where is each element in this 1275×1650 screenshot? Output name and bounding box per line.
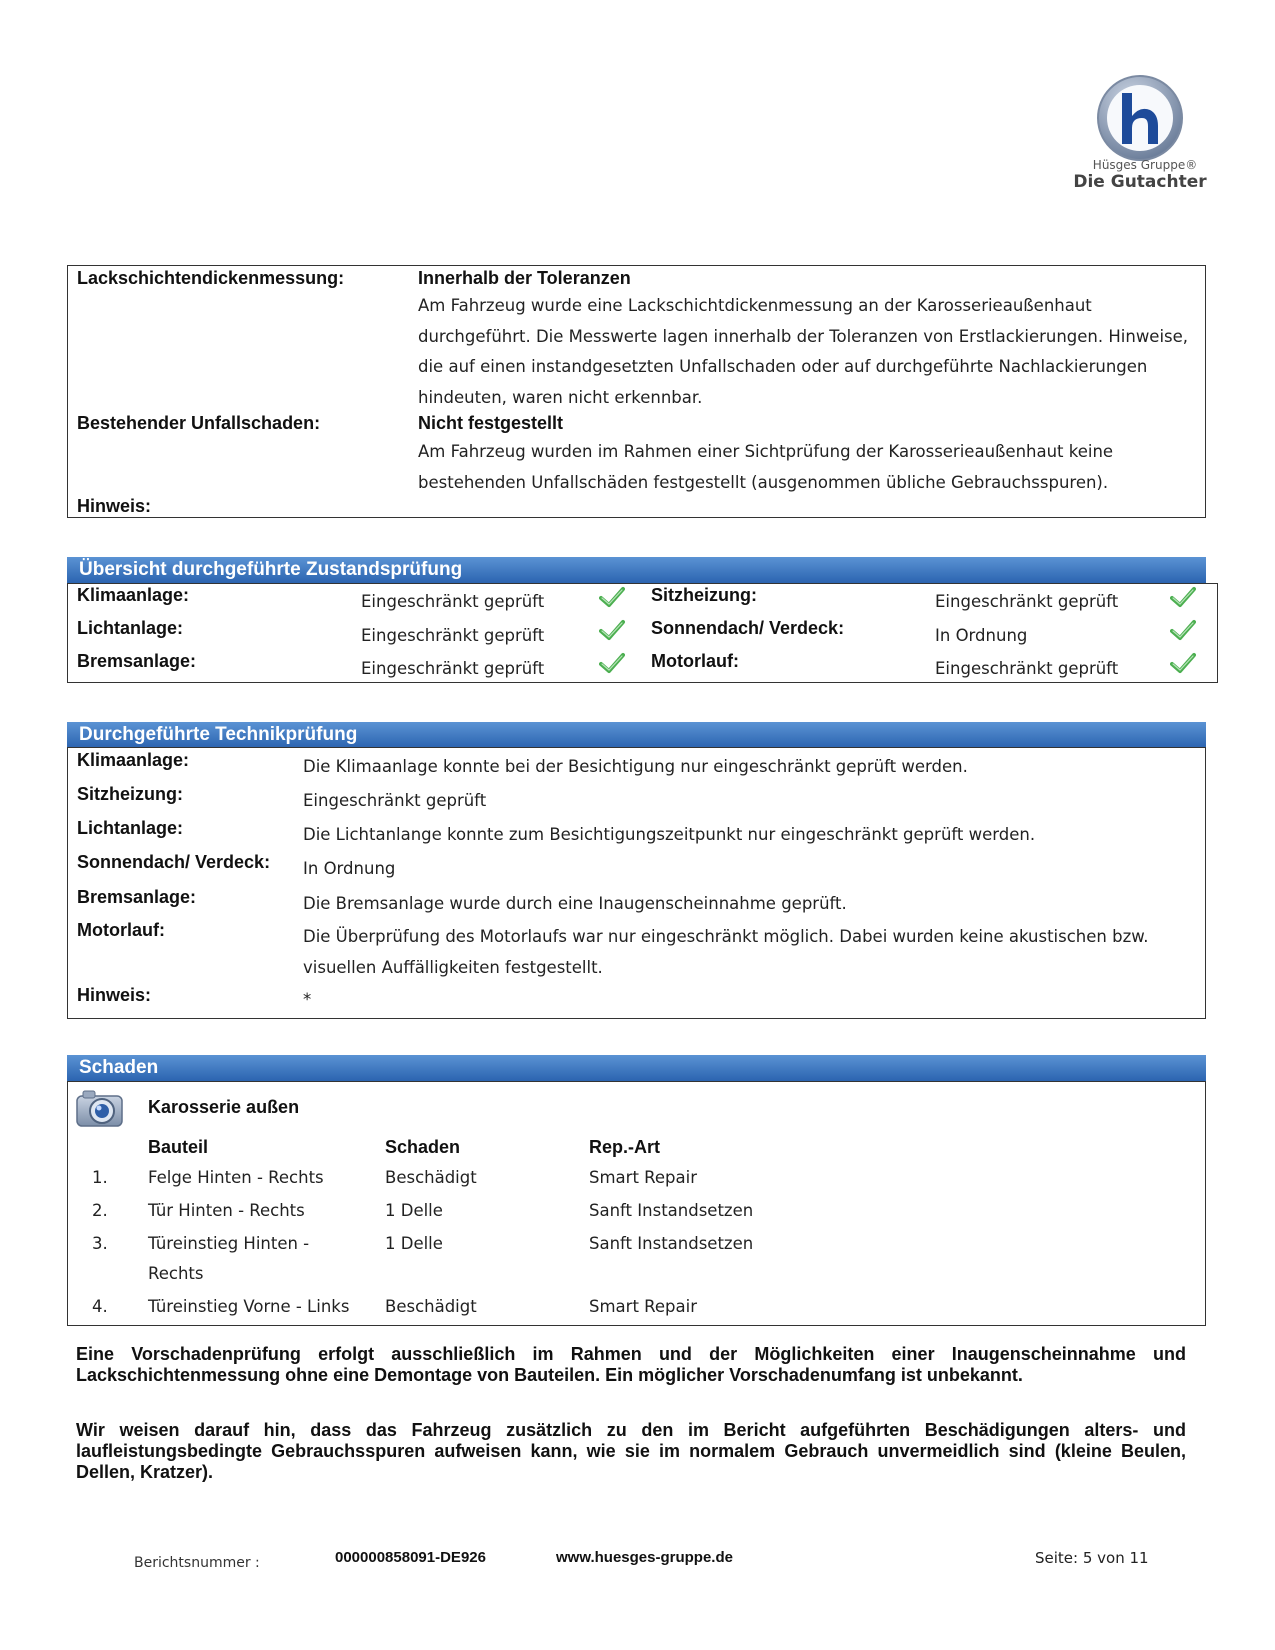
- technik-value: *: [303, 990, 312, 1009]
- logo-company-name: Hüsges Gruppe®: [1092, 158, 1198, 172]
- overview-left-value: Eingeschränkt geprüft: [361, 659, 545, 678]
- schaden-header-part: Bauteil: [148, 1137, 209, 1157]
- technik-value: Die Überprüfung des Motorlaufs war nur eingeschränkt möglich. Dabei wurden keine akustischen bzw.: [303, 927, 1149, 946]
- damage-row-repair: Sanft Instandsetzen: [589, 1234, 754, 1253]
- damage-row-part: Tür Hinten - Rechts: [148, 1201, 305, 1220]
- damage-row-number: 1.: [92, 1168, 108, 1187]
- damage-row-part: Türeinstieg Vorne - Links: [148, 1297, 350, 1316]
- overview-left-value: Eingeschränkt geprüft: [361, 626, 545, 645]
- accident-label: Bestehender Unfallschaden:: [77, 413, 321, 433]
- damage-row-part: Türeinstieg Hinten -: [148, 1234, 310, 1253]
- accident-result-title: Nicht festgestellt: [418, 413, 564, 433]
- footer-website: www.huesges-gruppe.de: [556, 1549, 733, 1566]
- logo-tagline: Die Gutachter: [1073, 172, 1207, 192]
- overview-right-value: Eingeschränkt geprüft: [935, 659, 1119, 678]
- overview-right-value: Eingeschränkt geprüft: [935, 592, 1119, 611]
- paint-label: Lackschichtendickenmessung:: [77, 268, 345, 288]
- technik-label: Klimaanlage:: [77, 750, 190, 770]
- damage-row-repair: Smart Repair: [589, 1168, 697, 1187]
- technik-value: Die Bremsanlage wurde durch eine Inaugenscheinnahme geprüft.: [303, 894, 847, 913]
- technik-label: Bremsanlage:: [77, 887, 197, 907]
- technik-header: Durchgeführte Technikprüfung: [67, 722, 1206, 748]
- accident-description-line: Am Fahrzeug wurden im Rahmen einer Sichtprüfung der Karosserieaußenhaut keine: [418, 442, 1114, 461]
- damage-row-repair: Sanft Instandsetzen: [589, 1201, 754, 1220]
- checkmark-icon: [599, 652, 625, 674]
- schaden-header-repair: Rep.-Art: [589, 1137, 660, 1157]
- technik-value: Die Lichtanlange konnte zum Besichtigungszeitpunkt nur eingeschränkt geprüft werden.: [303, 825, 1036, 844]
- technik-value: In Ordnung: [303, 859, 396, 878]
- technik-label: Lichtanlage:: [77, 818, 184, 838]
- technik-label: Sonnendach/ Verdeck:: [77, 852, 271, 872]
- paint-description-line: Am Fahrzeug wurde eine Lackschichtdickenmessung an der Karosserieaußenhaut: [418, 296, 1092, 315]
- damage-row-repair: Smart Repair: [589, 1297, 697, 1316]
- paint-description-line: durchgeführt. Die Messwerte lagen innerhalb der Toleranzen von Erstlackierungen. Hinweise,: [418, 326, 1189, 346]
- note-prior-damage: Eine Vorschadenprüfung erfolgt ausschließlich im Rahmen und der Möglichkeiten einer Inaugenscheinnahme und Lackschichtenmessung ohne eine Demontage von Bauteilen. Ein möglicher Vorschadenumfang ist unbekannt.: [76, 1344, 1186, 1385]
- overview-right-label: Motorlauf:: [651, 651, 739, 671]
- technik-label: Sitzheizung:: [77, 784, 183, 804]
- schaden-section-title: Karosserie außen: [148, 1097, 300, 1117]
- paint-note-label: Hinweis:: [77, 496, 152, 516]
- paint-result-title: Innerhalb der Toleranzen: [418, 268, 631, 288]
- schaden-header-damage: Schaden: [385, 1137, 461, 1157]
- overview-header: Übersicht durchgeführte Zustandsprüfung: [67, 557, 1206, 583]
- technik-label: Motorlauf:: [77, 920, 165, 940]
- paint-description: [418, 291, 1208, 413]
- checkmark-icon: [1170, 652, 1196, 674]
- damage-row-part-cont: Rechts: [148, 1264, 204, 1283]
- technik-table: [67, 747, 1206, 1019]
- checkmark-icon: [1170, 586, 1196, 608]
- damage-row-damage: 1 Delle: [385, 1201, 443, 1220]
- damage-row-damage: Beschädigt: [385, 1297, 477, 1316]
- technik-value: Eingeschränkt geprüft: [303, 791, 487, 810]
- damage-row-number: 2.: [92, 1201, 108, 1220]
- checkmark-icon: [599, 619, 625, 641]
- damage-row-number: 3.: [92, 1234, 108, 1253]
- overview-right-label: Sitzheizung:: [651, 585, 757, 605]
- overview-left-value: Eingeschränkt geprüft: [361, 592, 545, 611]
- overview-left-label: Lichtanlage:: [77, 618, 184, 638]
- accident-description: [418, 437, 1208, 498]
- damage-row-damage: 1 Delle: [385, 1234, 443, 1253]
- schaden-header: Schaden: [67, 1055, 1206, 1081]
- overview-left-label: Bremsanlage:: [77, 651, 197, 671]
- footer-page-number: Seite: 5 von 11: [1035, 1549, 1149, 1567]
- footer-report-label: Berichtsnummer :: [134, 1555, 260, 1571]
- checkmark-icon: [599, 586, 625, 608]
- overview-left-label: Klimaanlage:: [77, 585, 190, 605]
- technik-value: Die Klimaanlage konnte bei der Besichtigung nur eingeschränkt geprüft werden.: [303, 757, 968, 776]
- damage-row-number: 4.: [92, 1297, 108, 1316]
- company-logo: [1060, 58, 1210, 208]
- paint-description-line: hindeuten, waren nicht erkennbar.: [418, 387, 703, 407]
- damage-row-part: Felge Hinten - Rechts: [148, 1168, 324, 1187]
- footer-report-number: 000000858091-DE926: [335, 1549, 486, 1566]
- camera-icon: [75, 1087, 125, 1129]
- note-wear-and-tear: Wir weisen darauf hin, dass das Fahrzeug zusätzlich zu den im Bericht aufgeführten Beschädigungen alters- und laufleistungsbedingte Gebrauchsspuren aufweisen kann, wie sie im normalem Gebrauch unvermeidlich sind (kleine Beulen, Dellen, Kratzer).: [76, 1420, 1186, 1482]
- damage-row-damage: Beschädigt: [385, 1168, 477, 1187]
- technik-value: visuellen Auffälligkeiten festgestellt.: [303, 958, 603, 977]
- technik-label: Hinweis:: [77, 985, 152, 1005]
- overview-right-value: In Ordnung: [935, 626, 1028, 645]
- accident-description-line: bestehenden Unfallschäden festgestellt (ausgenommen übliche Gebrauchsspuren).: [418, 472, 1109, 492]
- overview-right-label: Sonnendach/ Verdeck:: [651, 618, 845, 638]
- paint-description-line: die auf einen instandgesetzten Unfallschaden oder auf durchgeführte Nachlackierungen: [418, 357, 1148, 376]
- checkmark-icon: [1170, 619, 1196, 641]
